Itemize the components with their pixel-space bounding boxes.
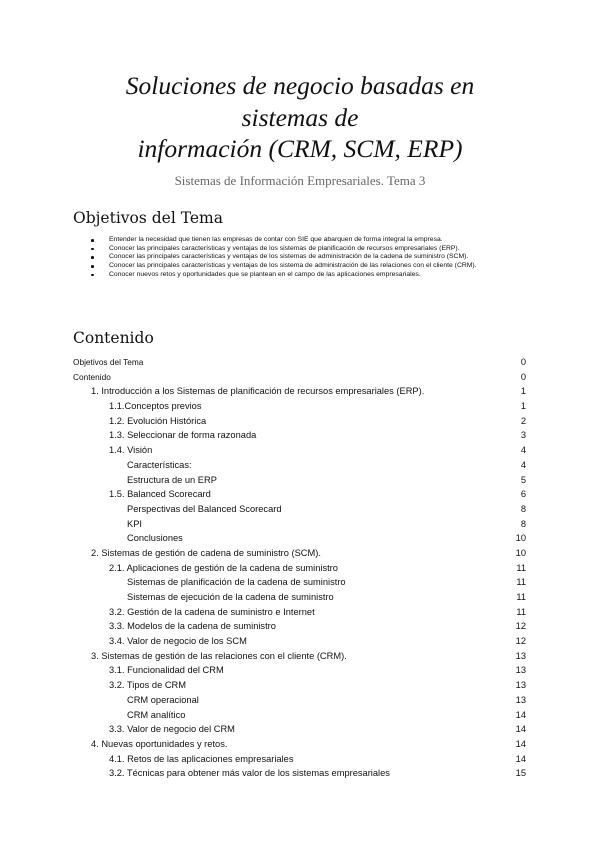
toc-entry-page: 10 (515, 547, 526, 558)
toc-entry-text: Objetivos del Tema (73, 357, 144, 367)
toc-entry-page: 11 (516, 577, 526, 588)
toc-entry-page: 3 (520, 430, 526, 441)
toc-entry[interactable] (73, 561, 528, 576)
toc-entry-text: 4.1. Retos de las aplicaciones empresariales (109, 753, 294, 764)
toc-entry[interactable] (73, 722, 528, 737)
toc-entry-text: Características: (127, 459, 192, 470)
toc-entry-page: 14 (515, 709, 526, 720)
toc-entry-text: 3.2. Gestión de la cadena de suministro e Internet (109, 606, 315, 617)
toc-entry-page: 4 (520, 445, 526, 456)
toc-entry-page: 12 (515, 621, 526, 632)
toc-entry[interactable] (73, 502, 528, 517)
toc-entry-text: 2.1. Aplicaciones de gestión de la cadena de suministro (109, 562, 338, 573)
toc-entry[interactable] (73, 414, 528, 429)
toc-entry-text: 1. Introducción a los Sistemas de planificación de recursos empresariales (ERP). (91, 386, 425, 397)
toc-entry[interactable] (73, 766, 528, 781)
toc-entry-text: 1.4. Visión (109, 445, 153, 456)
toc-entry-text: Perspectivas del Balanced Scorecard (127, 503, 282, 514)
toc-entry-text: KPI (127, 518, 142, 529)
title-line-1: Soluciones de negocio basadas en (125, 71, 475, 100)
toc-entry[interactable] (73, 575, 528, 590)
toc-entry[interactable] (73, 546, 528, 561)
toc-entry-text: Estructura de un ERP (127, 474, 217, 485)
toc-entry-page: 13 (515, 665, 526, 676)
toc-entry-text: 3.4. Valor de negocio de los SCM (109, 636, 247, 647)
toc-entry-page: 8 (520, 503, 526, 514)
toc-entry-page: 8 (520, 518, 526, 529)
toc-entry-text: Contenido (73, 371, 111, 382)
toc-entry[interactable] (73, 663, 528, 678)
objective-item: Conocer las principales características y ventajas de los sistemas de administración de la cadena de suministro (SCM). (73, 253, 528, 262)
toc-entry-page: 13 (515, 694, 526, 705)
toc-entry[interactable] (73, 443, 528, 458)
toc-entry[interactable] (73, 737, 528, 752)
document-subtitle: Sistemas de Información Empresariales. Tema 3 (174, 173, 426, 188)
toc-entry[interactable] (73, 752, 528, 767)
toc-entry-text: Sistemas de ejecución de la cadena de suministro (127, 592, 334, 602)
toc-entry[interactable] (73, 428, 528, 443)
toc-entry-text: Sistemas de planificación de la cadena de suministro (127, 577, 346, 588)
toc-entry[interactable] (73, 458, 528, 473)
toc-entry[interactable] (73, 384, 528, 399)
toc-entry-page: 13 (515, 650, 526, 661)
objectives-list (73, 236, 528, 280)
toc-entry-text: CRM analítico (127, 709, 186, 720)
toc-entry-text: 1.2. Evolución Histórica (109, 415, 207, 426)
toc-entry-text: CRM operacional (127, 694, 199, 705)
toc-entry[interactable] (73, 399, 528, 414)
toc-entry[interactable] (73, 487, 528, 502)
toc-entry-text: 4. Nuevas oportunidades y retos. (91, 738, 228, 749)
objective-item: Conocer nuevos retos y oportunidades que se plantean en el campo de las aplicaciones empresariales. (73, 271, 528, 280)
toc-entry-text: 3.2. Técnicas para obtener más valor de los sistemas empresariales (109, 768, 390, 779)
toc-entry-page: 12 (515, 636, 526, 647)
toc-entry-page: 11 (516, 562, 526, 573)
toc-entry[interactable] (73, 693, 528, 708)
toc-entry[interactable] (73, 634, 528, 649)
document-title (0, 70, 600, 165)
toc-entry[interactable] (73, 531, 528, 546)
toc-entry-page: 5 (520, 474, 526, 485)
toc-entry-text: 3.1. Funcionalidad del CRM (109, 665, 224, 676)
toc-entry-page: 14 (515, 738, 526, 749)
toc-entry[interactable] (73, 517, 528, 532)
toc-entry-page: 0 (520, 371, 526, 382)
toc-entry[interactable] (73, 370, 528, 385)
toc-entry-page: 1 (520, 386, 526, 397)
toc-entry-page: 14 (515, 753, 526, 764)
toc-entry-text: 2. Sistemas de gestión de cadena de suministro (SCM). (91, 547, 321, 558)
objective-item: Conocer las principales características y ventajas de los sistemas de planificación de recursos empresariales (ERP). (73, 245, 528, 254)
toc-entry-page: 4 (520, 459, 526, 470)
objective-item: Conocer las principales características y ventajas de los sistema de administración de las relaciones con el cliente (CRM). (73, 262, 528, 271)
toc-entry[interactable] (73, 605, 528, 620)
toc-entry-page: 11 (516, 592, 526, 602)
toc-entry-text: 3.3. Modelos de la cadena de suministro (109, 621, 276, 632)
objectives-heading: Objetivos del Tema (73, 209, 223, 227)
toc-entry-page: 1 (520, 401, 526, 412)
toc-entry[interactable] (73, 678, 528, 693)
toc-entry[interactable] (73, 619, 528, 634)
toc-entry-page: 0 (520, 357, 526, 367)
toc-entry-text: Conclusiones (127, 533, 183, 544)
toc-entry-page: 10 (515, 533, 526, 544)
objective-item: Entender la necesidad que tienen las empresas de contar con SIE que abarquen de forma integral la empresa. (73, 236, 528, 245)
toc-entry-text: 1.5. Balanced Scorecard (109, 489, 211, 500)
toc-entry-text: 3. Sistemas de gestión de las relaciones con el cliente (CRM). (91, 650, 347, 661)
toc-entry-page: 14 (515, 724, 526, 735)
toc-entry-page: 11 (516, 606, 526, 617)
title-line-2: sistemas de (241, 102, 359, 132)
title-line-3: información (CRM, SCM, ERP) (137, 134, 463, 163)
toc-entry[interactable] (73, 708, 528, 723)
toc-entry-page: 15 (515, 768, 526, 779)
toc-entry-text: 3.2. Tipos de CRM (109, 680, 186, 691)
toc-entry-page: 6 (520, 489, 526, 500)
contents-heading: Contenido (73, 329, 154, 347)
toc-entry-text: 3.3. Valor de negocio del CRM (109, 724, 235, 735)
toc-entry-text: 1.1.Conceptos previos (109, 401, 202, 412)
toc-entry[interactable] (73, 649, 528, 664)
table-of-contents (73, 355, 528, 781)
toc-entry-page: 2 (520, 415, 526, 426)
toc-entry[interactable] (73, 355, 528, 370)
toc-entry-page: 13 (515, 680, 526, 691)
toc-entry[interactable] (73, 590, 528, 605)
toc-entry-text: 1.3. Seleccionar de forma razonada (109, 430, 257, 441)
toc-entry[interactable] (73, 473, 528, 488)
